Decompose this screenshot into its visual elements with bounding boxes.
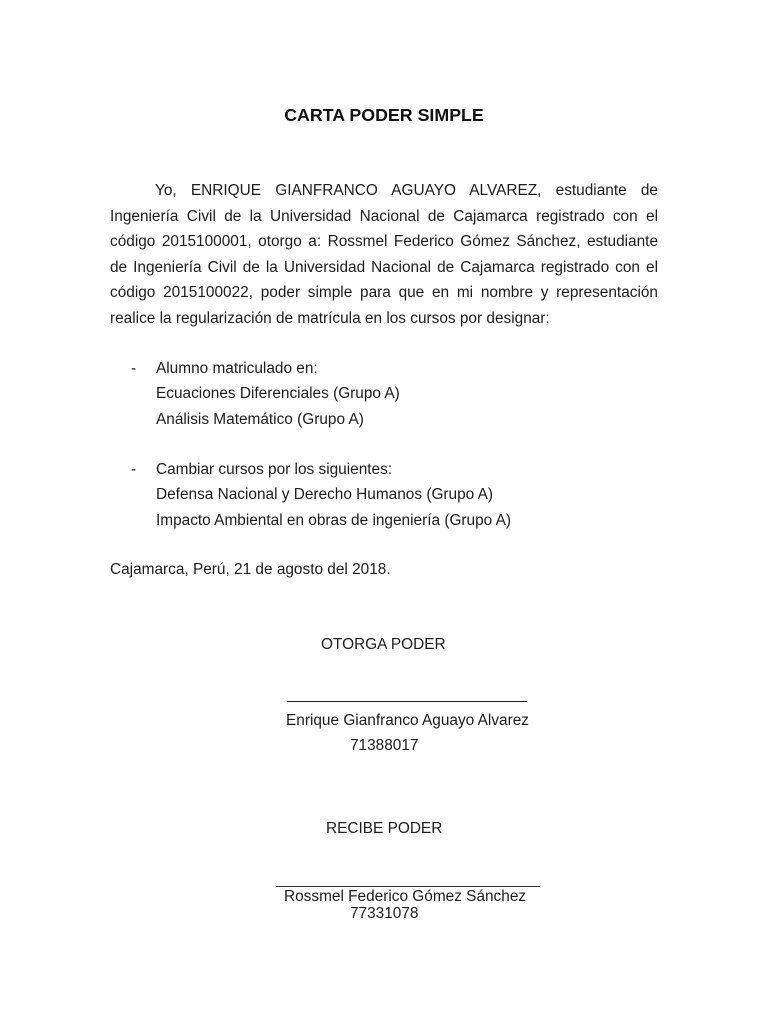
list-item: Análisis Matemático (Grupo A) bbox=[156, 410, 364, 428]
list-heading-text: Alumno matriculado en: bbox=[156, 359, 318, 377]
list-bullet: - bbox=[131, 359, 137, 377]
list-heading bbox=[110, 457, 658, 483]
grantee-name: Rossmel Federico Gómez Sánchez bbox=[284, 888, 527, 905]
grantor-id-number: 71388017 bbox=[350, 737, 419, 754]
date-line: Cajamarca, Perú, 21 de agosto del 2018. bbox=[110, 561, 391, 578]
list-heading bbox=[110, 356, 658, 382]
grantee-role-label: RECIBE PODER bbox=[326, 820, 443, 837]
list-item: Impacto Ambiental en obras de ingeniería (Grupo A) bbox=[156, 511, 512, 529]
list-item: Ecuaciones Diferenciales (Grupo A) bbox=[156, 385, 400, 402]
paragraph-line: de Ingeniería Civil de la Universidad Nacional de Cajamarca registrado con el bbox=[110, 258, 658, 276]
grantor-name: Enrique Gianfranco Aguayo Alvarez bbox=[286, 712, 529, 729]
grantor-role-label: OTORGA PODER bbox=[321, 636, 446, 653]
paragraph-line: realice la regularización de matrícula en los cursos por designar: bbox=[110, 309, 550, 327]
document-title: CARTA PODER SIMPLE bbox=[284, 105, 484, 125]
enrolled-courses-list bbox=[110, 356, 658, 433]
new-courses-list bbox=[110, 457, 658, 534]
list-bullet: - bbox=[131, 460, 137, 478]
list-item: Defensa Nacional y Derecho Humanos (Grupo A) bbox=[156, 486, 494, 503]
paragraph-line: código 2015100001, otorgo a: Rossmel Federico Gómez Sánchez, estudiante bbox=[110, 233, 658, 250]
grantor-signature-line: ____________________________ bbox=[287, 686, 527, 703]
grantee-id-number: 77331078 bbox=[350, 905, 419, 922]
body-paragraph bbox=[110, 178, 658, 331]
paragraph-line: Yo, ENRIQUE GIANFRANCO AGUAYO ALVAREZ, estudiante de bbox=[155, 182, 658, 199]
paragraph-line: Ingeniería Civil de la Universidad Nacional de Cajamarca registrado con el bbox=[110, 207, 658, 225]
paragraph-line: código 2015100022, poder simple para que en mi nombre y representación bbox=[110, 284, 658, 301]
list-heading-text: Cambiar cursos por los siguientes: bbox=[156, 460, 393, 478]
